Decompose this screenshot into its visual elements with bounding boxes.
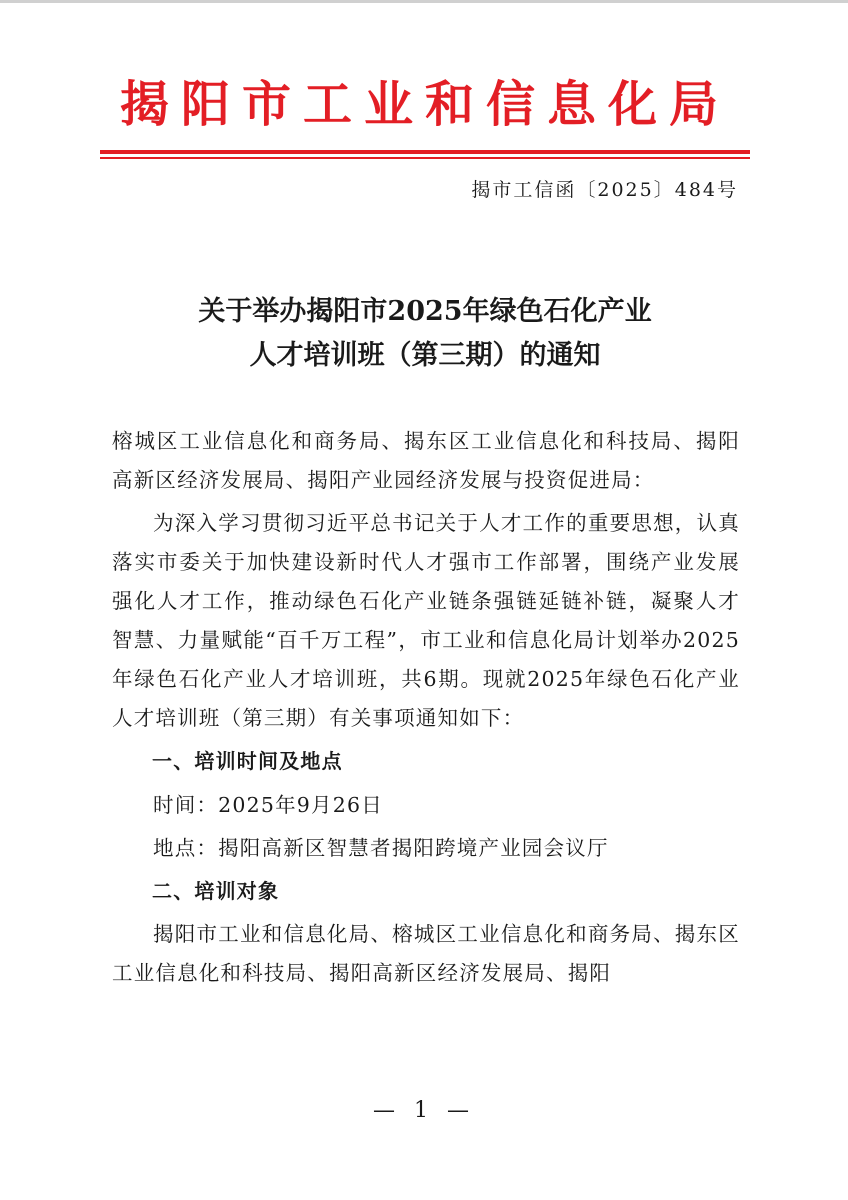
section-heading-time-place: 一、培训时间及地点 bbox=[152, 749, 343, 774]
title-line-1: 关于举办揭阳市2025年绿色石化产业 bbox=[198, 296, 652, 327]
training-place: 地点：揭阳高新区智慧者揭阳跨境产业园会议厅 bbox=[153, 835, 609, 860]
document-number: 揭市工信函〔2025〕484号 bbox=[471, 179, 738, 201]
training-time: 时间：2025年9月26日 bbox=[153, 792, 383, 817]
document-title bbox=[100, 290, 750, 378]
intro-paragraph: 为深入学习贯彻习近平总书记关于人才工作的重要思想，认真落实市委关于加快建设新时代人才强市工作部署，围绕产业发展强化人才工作，推动绿色石化产业链条强链延链补链，凝聚人才智慧、力量赋能“百千万工程”，市工业和信息化局计划举办2025年绿色石化产业人才培训班，共6期。现就2025年绿色石化产业人才培训班（第三期）有关事项通知如下： bbox=[112, 511, 740, 731]
title-line-2: 人才培训班（第三期）的通知 bbox=[249, 340, 601, 371]
section-heading-participants: 二、培训对象 bbox=[152, 878, 280, 903]
masthead-red-rule-thin bbox=[100, 157, 750, 159]
masthead-org-name: 揭阳市工业和信息化局 bbox=[119, 76, 730, 133]
participants-paragraph: 揭阳市工业和信息化局、榕城区工业信息化和商务局、揭东区工业信息化和科技局、揭阳高新区经济发展局、揭阳 bbox=[112, 922, 740, 986]
masthead-red-rule-thick bbox=[100, 150, 750, 154]
document-body bbox=[112, 422, 740, 997]
addressees: 榕城区工业信息化和商务局、揭东区工业信息化和科技局、揭阳高新区经济发展局、揭阳产业园经济发展与投资促进局： bbox=[112, 429, 740, 492]
scan-edge bbox=[0, 0, 848, 3]
page-number: — 1 — bbox=[373, 1098, 475, 1123]
